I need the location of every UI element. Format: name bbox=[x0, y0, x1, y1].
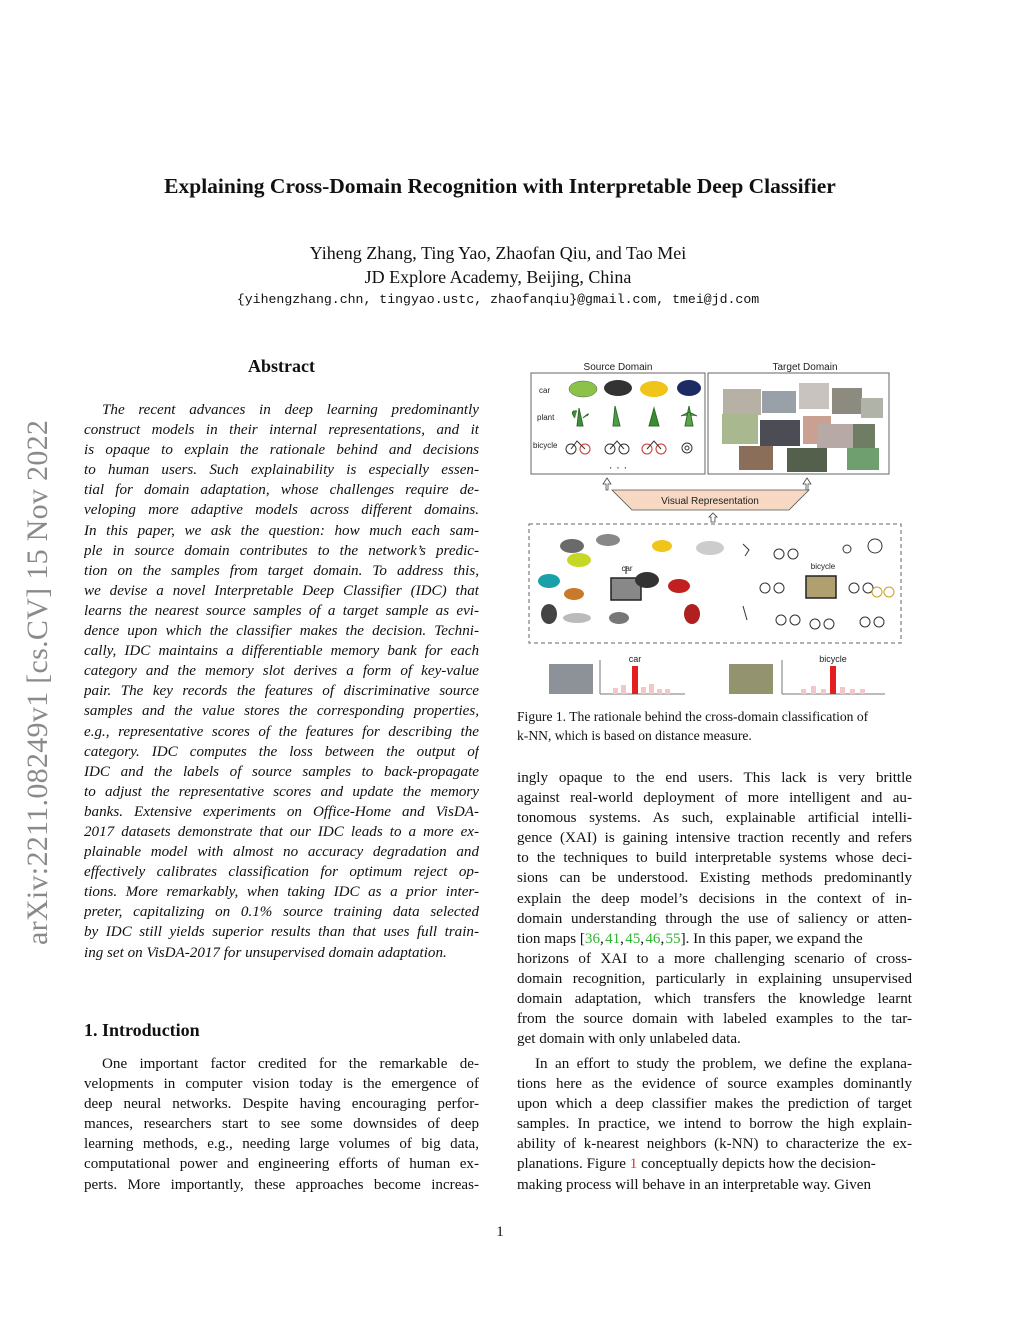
abstract-line: plainable model with almost no accuracy degradation and bbox=[84, 844, 479, 861]
figure-1 bbox=[517, 356, 913, 701]
row-label-plant: plant bbox=[537, 413, 555, 422]
abstract-line: by IDC still yields superior results than that uses full train- bbox=[84, 924, 479, 941]
intro-line: mances, researchers start to see some downsides of deep bbox=[84, 1116, 479, 1133]
cluster-car-label: car bbox=[621, 564, 633, 573]
intro-line: ability of k-nearest neighbors (k-NN) to characterize the ex- bbox=[517, 1136, 912, 1153]
abstract-line: veloping more adaptive models across different domains. bbox=[84, 502, 479, 519]
intro-line: domain recognition, particularly in explaining unsupervised bbox=[517, 970, 912, 987]
abstract-line: to adjust the representative scores and update the memory bbox=[84, 783, 479, 800]
intro-line: domain understanding through the use of saliency or atten- bbox=[517, 910, 912, 927]
abstract-line: cally, IDC maintains a differentiable memory bank for each bbox=[84, 643, 479, 660]
intro-line: samples. In practice, we intend to borrow the high explain- bbox=[517, 1116, 912, 1133]
arrow-down-icon bbox=[709, 513, 717, 522]
abstract-line: learns the nearest source samples of a target sample as evi- bbox=[84, 602, 479, 619]
ellipsis: · · · bbox=[608, 460, 628, 474]
citation-link[interactable]: 46 bbox=[645, 930, 661, 947]
hist-bicycle-label: bicycle bbox=[819, 654, 847, 664]
bicycle-cluster bbox=[743, 539, 894, 629]
abstract-line: e.g., representative scores of the features for describing the bbox=[84, 723, 479, 740]
abstract-line: tion on the samples from target domain. To address this, bbox=[84, 562, 479, 579]
citation-link[interactable]: 41 bbox=[605, 930, 621, 947]
abstract-line: construct models in their internal representations, and it bbox=[84, 422, 479, 439]
citation-link[interactable]: 45 bbox=[625, 930, 641, 947]
cluster-bicycle-label: bicycle bbox=[810, 562, 836, 571]
figref-line: planations. Figure 1 conceptually depicts how the decision- bbox=[517, 1156, 876, 1173]
bicycle-histogram bbox=[729, 660, 885, 694]
intro-line: perts. More importantly, these approaches become increas- bbox=[84, 1176, 479, 1193]
authors: Yiheng Zhang, Ting Yao, Zhaofan Qiu, and Tao Mei bbox=[309, 243, 687, 263]
intro-line: tions here as the evidence of source examples dominantly bbox=[517, 1076, 912, 1093]
citation-link[interactable]: 55 bbox=[665, 930, 681, 947]
target-domain-label: Target Domain bbox=[772, 362, 838, 373]
abstract-line: IDC and the labels of source samples to back-propagate bbox=[84, 763, 479, 780]
intro-line: from the source domain with labeled examples to the tar- bbox=[517, 1011, 912, 1028]
car-histogram bbox=[549, 660, 685, 694]
paper-title: Explaining Cross-Domain Recognition with Interpretable Deep Classifier bbox=[164, 174, 836, 198]
abstract-line: In this paper, we ask the question: how much each sam- bbox=[84, 522, 479, 539]
figure-reference-link[interactable]: 1 bbox=[629, 1156, 638, 1173]
abstract-line: we devise a novel Interpretable Deep Classifier (IDC) that bbox=[84, 582, 479, 599]
intro-line: making process will behave in an interpretable way. Given bbox=[517, 1176, 872, 1193]
arxiv-identifier: arXiv:2211.08249v1 [cs.CV] 15 Nov 2022 bbox=[21, 419, 54, 945]
citation-line: tion maps [36, 41, 45, 46, 55]. In this paper, we expand the bbox=[517, 930, 863, 947]
intro-line: One important factor credited for the remarkable de- bbox=[102, 1056, 479, 1072]
intro-line: against real-world deployment of more intelligent and au- bbox=[517, 790, 912, 807]
abstract-line: tions. More remarkably, when taking IDC as a prior inter- bbox=[84, 884, 479, 901]
citation-link[interactable]: 36 bbox=[584, 930, 601, 947]
row-label-bicycle: bicycle bbox=[533, 441, 558, 450]
abstract-line: dence upon which the classifier makes the decision. Techni- bbox=[84, 623, 479, 640]
intro-line: horizons of XAI to a more challenging scenario of cross- bbox=[517, 950, 912, 967]
intro-line: velopments in computer vision today is the emergence of bbox=[84, 1076, 479, 1093]
intro-line: tonomous systems. As such, explainable artificial intelli- bbox=[517, 810, 912, 827]
section-heading: 1. Introduction bbox=[84, 1020, 200, 1040]
intro-line: upon which a deep classifier makes the prediction of target bbox=[517, 1096, 912, 1113]
abstract-line: 2017 datasets demonstrate that our IDC leads to a more ex- bbox=[84, 823, 479, 840]
abstract-line: effectively calibrates classification for optimum reject op- bbox=[84, 864, 479, 881]
car-cluster bbox=[538, 534, 724, 624]
emails: {yihengzhang.chn, tingyao.ustc, zhaofanqiu}@gmail.com, tmei@jd.com bbox=[236, 292, 760, 307]
intro-line: In an effort to study the problem, we define the explana- bbox=[535, 1056, 912, 1072]
intro-line: sions can be understood. Existing methods predominantly bbox=[517, 870, 912, 887]
abstract-line: ple in source domain contributes to the network’s predic- bbox=[84, 542, 479, 559]
intro-line: get domain with only unlabeled data. bbox=[517, 1031, 741, 1048]
intro-line: computational power and engineering efforts of human ex- bbox=[84, 1156, 479, 1173]
page-number: 1 bbox=[496, 1224, 504, 1240]
arrow-icon bbox=[803, 478, 811, 490]
author-block bbox=[0, 241, 996, 289]
abstract-heading: Abstract bbox=[248, 356, 315, 376]
abstract-line: ing set on VisDA-2017 for unsupervised domain adaptation. bbox=[84, 944, 447, 961]
abstract-line: preter, capitalizing on 0.1% source training data selected bbox=[84, 904, 479, 921]
intro-line: ingly opaque to the end users. This lack is very brittle bbox=[517, 770, 912, 786]
caption-line: k-NN, which is based on distance measure. bbox=[517, 728, 752, 743]
abstract-line: The recent advances in deep learning predominantly bbox=[102, 402, 479, 418]
arrow-icon bbox=[603, 478, 611, 490]
abstract-line: samples and the value stores the corresponding properties, bbox=[84, 703, 479, 720]
abstract-body bbox=[84, 400, 479, 963]
intro-line: learning methods, e.g., needing large volumes of big data, bbox=[84, 1136, 479, 1153]
intro-line: gence (XAI) is gaining intensive traction recently and refers bbox=[517, 830, 912, 847]
abstract-line: to human users. Such explainability is especially essen- bbox=[84, 462, 479, 479]
intro-line: domain adaptation, which transfers the knowledge learnt bbox=[517, 991, 912, 1008]
abstract-line: pair. The key records the features of discriminative source bbox=[84, 683, 479, 700]
intro-right-body-2 bbox=[517, 1054, 912, 1195]
intro-right-body-1 bbox=[517, 768, 912, 1049]
intro-line: deep neural networks. Despite having encouraging perfor- bbox=[84, 1096, 479, 1113]
caption-line: Figure 1. The rationale behind the cross-domain classification of bbox=[517, 709, 869, 724]
hist-car-label: car bbox=[628, 654, 642, 664]
abstract-line: category. IDC computes the loss between the output of bbox=[84, 743, 479, 760]
figure-1-graphic bbox=[517, 356, 913, 701]
source-domain-label: Source Domain bbox=[583, 362, 653, 373]
abstract-line: banks. Extensive experiments on Office-Home and VisDA- bbox=[84, 803, 479, 820]
visual-representation-label: Visual Representation bbox=[661, 496, 759, 507]
abstract-line: tial for domain adaptation, whose challenges require de- bbox=[84, 482, 479, 499]
intro-left-body bbox=[84, 1054, 479, 1195]
figure-caption bbox=[517, 707, 913, 745]
row-label-car: car bbox=[539, 386, 551, 395]
intro-line: to the techniques to build interpretable systems whose deci- bbox=[517, 850, 912, 867]
abstract-line: category and the memory slot derives a form of key-value bbox=[84, 663, 479, 680]
intro-line: explain the deep model’s decisions in the context of in- bbox=[517, 890, 912, 907]
affiliation: JD Explore Academy, Beijing, China bbox=[364, 267, 632, 287]
abstract-line: is opaque to explain the rationale behind and decisions bbox=[84, 442, 479, 459]
